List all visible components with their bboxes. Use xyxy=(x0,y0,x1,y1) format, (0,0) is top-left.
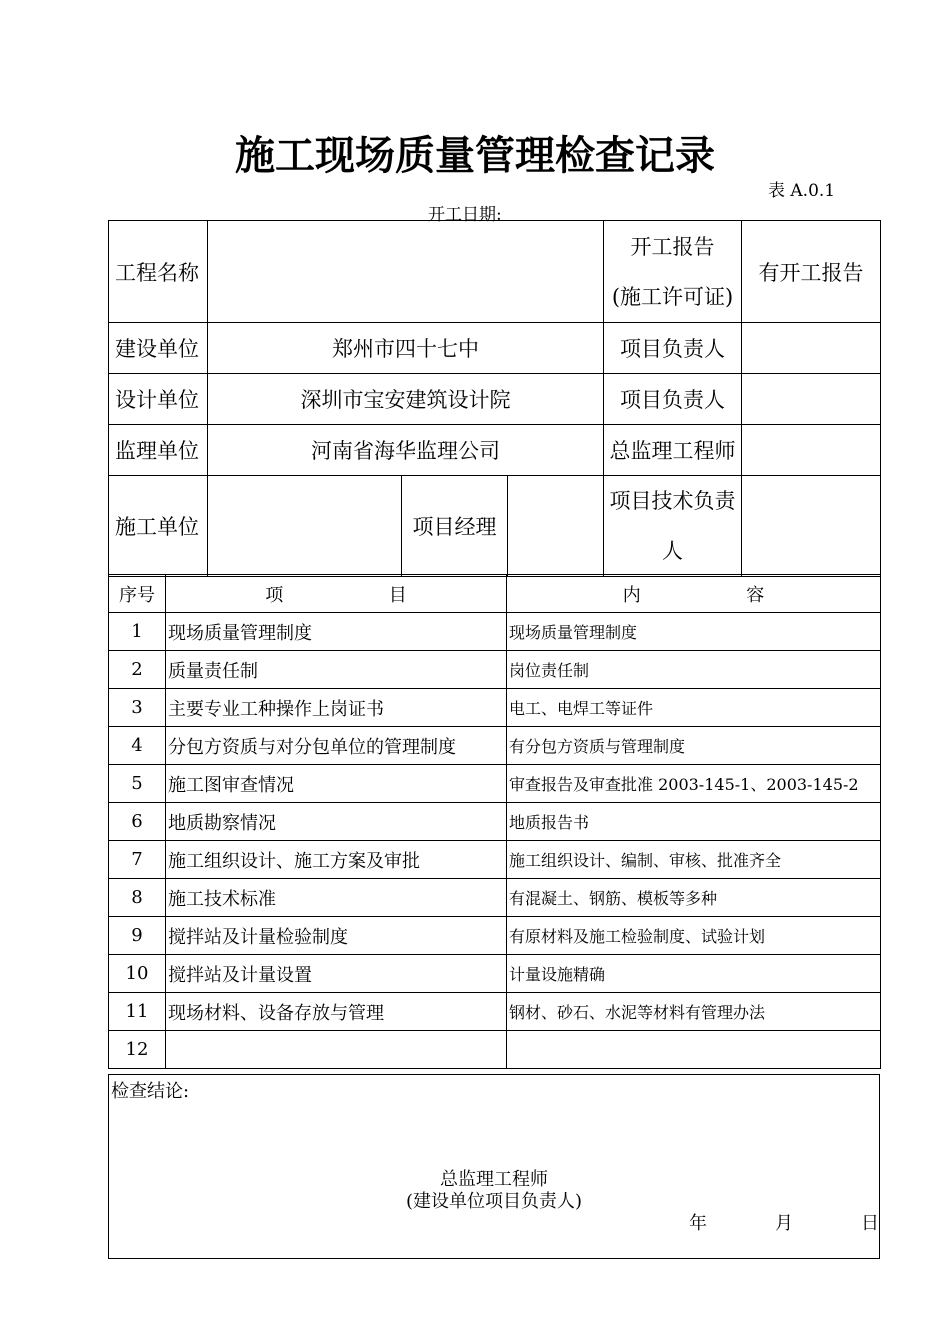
builder-value[interactable]: 郑州市四十七中 xyxy=(208,323,604,374)
table-row xyxy=(109,651,881,689)
chief-supervisor-signature-label: 总监理工程师 xyxy=(440,1169,548,1190)
row-content[interactable]: 电工、电焊工等证件 xyxy=(507,689,881,727)
builder-rep-signature-label: (建设单位项目负责人) xyxy=(405,1191,583,1212)
table-row xyxy=(109,955,881,993)
row-content[interactable]: 岗位责任制 xyxy=(507,651,881,689)
row-number: 5 xyxy=(109,765,166,803)
row-content[interactable]: 有分包方资质与管理制度 xyxy=(507,727,881,765)
date-year: 年 xyxy=(689,1213,707,1234)
row-item: 现场质量管理制度 xyxy=(166,613,507,651)
supervisor-label: 监理单位 xyxy=(109,425,208,476)
project-info-table xyxy=(108,220,881,577)
table-row xyxy=(109,689,881,727)
row-item xyxy=(166,1031,507,1069)
table-row xyxy=(109,917,881,955)
contractor-label: 施工单位 xyxy=(109,476,208,577)
table-row xyxy=(109,879,881,917)
row-number: 2 xyxy=(109,651,166,689)
supervisor-value[interactable]: 河南省海华监理公司 xyxy=(208,425,604,476)
row-number: 12 xyxy=(109,1031,166,1069)
designer-person-label: 项目负责人 xyxy=(604,374,742,425)
row-item: 施工技术标准 xyxy=(166,879,507,917)
date-day: 日 xyxy=(861,1213,879,1234)
table-row xyxy=(109,765,881,803)
start-report-value[interactable]: 有开工报告 xyxy=(742,221,881,323)
row-item: 分包方资质与对分包单位的管理制度 xyxy=(166,727,507,765)
row-number: 4 xyxy=(109,727,166,765)
header-item-char1: 项 xyxy=(265,584,284,606)
chief-supervisor-label: 总监理工程师 xyxy=(604,425,742,476)
start-report-label-line2: (施工许可证) xyxy=(611,284,734,309)
table-row xyxy=(109,613,881,651)
row-content[interactable]: 施工组织设计、编制、审核、批准齐全 xyxy=(507,841,881,879)
row-number: 10 xyxy=(109,955,166,993)
table-row xyxy=(109,727,881,765)
row-content[interactable] xyxy=(507,1031,881,1069)
builder-label: 建设单位 xyxy=(109,323,208,374)
contractor-value[interactable] xyxy=(208,476,402,577)
row-content[interactable]: 现场质量管理制度 xyxy=(507,613,881,651)
date-month: 月 xyxy=(775,1213,793,1234)
conclusion-label: 检查结论: xyxy=(111,1081,190,1102)
project-manager-value[interactable] xyxy=(508,476,604,577)
start-report-label-line1: 开工报告 xyxy=(630,234,715,259)
row-item: 施工组织设计、施工方案及审批 xyxy=(166,841,507,879)
row-number: 6 xyxy=(109,803,166,841)
designer-person-value[interactable] xyxy=(742,374,881,425)
table-row xyxy=(109,993,881,1031)
tech-lead-label-line1: 项目技术负责 xyxy=(609,489,736,513)
table-row xyxy=(109,841,881,879)
row-item: 现场材料、设备存放与管理 xyxy=(166,993,507,1031)
row-item: 地质勘察情况 xyxy=(166,803,507,841)
row-item: 主要专业工种操作上岗证书 xyxy=(166,689,507,727)
header-content-char1: 内 xyxy=(622,584,641,606)
row-item: 质量责任制 xyxy=(166,651,507,689)
row-content[interactable]: 有原材料及施工检验制度、试验计划 xyxy=(507,917,881,955)
project-name-label: 工程名称 xyxy=(109,221,208,323)
builder-person-value[interactable] xyxy=(742,323,881,374)
row-number: 8 xyxy=(109,879,166,917)
row-number: 11 xyxy=(109,993,166,1031)
row-content[interactable]: 审查报告及审查批准 2003-145-1、2003-145-2 xyxy=(507,765,881,803)
checklist-table xyxy=(108,574,881,1069)
designer-value[interactable]: 深圳市宝安建筑设计院 xyxy=(208,374,604,425)
header-no: 序号 xyxy=(109,575,166,613)
form-title: 施工现场质量管理检查记录 xyxy=(235,132,715,179)
row-number: 9 xyxy=(109,917,166,955)
start-report-label xyxy=(604,221,742,323)
header-item xyxy=(166,575,507,613)
builder-person-label: 项目负责人 xyxy=(604,323,742,374)
tech-lead-value[interactable] xyxy=(742,476,881,577)
header-content-char2: 容 xyxy=(746,584,765,606)
table-row xyxy=(109,1031,881,1069)
tech-lead-label xyxy=(604,476,742,577)
row-content[interactable]: 钢材、砂石、水泥等材料有管理办法 xyxy=(507,993,881,1031)
chief-supervisor-value[interactable] xyxy=(742,425,881,476)
form-number: 表 A.0.1 xyxy=(768,181,836,201)
designer-label: 设计单位 xyxy=(109,374,208,425)
conclusion-table xyxy=(108,1074,880,1259)
project-name-value[interactable] xyxy=(208,221,604,323)
row-item: 施工图审查情况 xyxy=(166,765,507,803)
table-row xyxy=(109,803,881,841)
project-manager-label: 项目经理 xyxy=(402,476,508,577)
row-content[interactable]: 有混凝土、钢筋、模板等多种 xyxy=(507,879,881,917)
row-item: 搅拌站及计量检验制度 xyxy=(166,917,507,955)
header-item-char2: 目 xyxy=(388,584,407,606)
row-number: 7 xyxy=(109,841,166,879)
conclusion-cell[interactable] xyxy=(109,1075,880,1259)
row-content[interactable]: 计量设施精确 xyxy=(507,955,881,993)
row-number: 1 xyxy=(109,613,166,651)
header-content xyxy=(507,575,881,613)
row-number: 3 xyxy=(109,689,166,727)
row-content[interactable]: 地质报告书 xyxy=(507,803,881,841)
start-date-label: 开工日期: xyxy=(428,205,502,225)
checklist-header xyxy=(109,575,881,613)
row-item: 搅拌站及计量设置 xyxy=(166,955,507,993)
tech-lead-label-line2: 人 xyxy=(662,539,684,563)
